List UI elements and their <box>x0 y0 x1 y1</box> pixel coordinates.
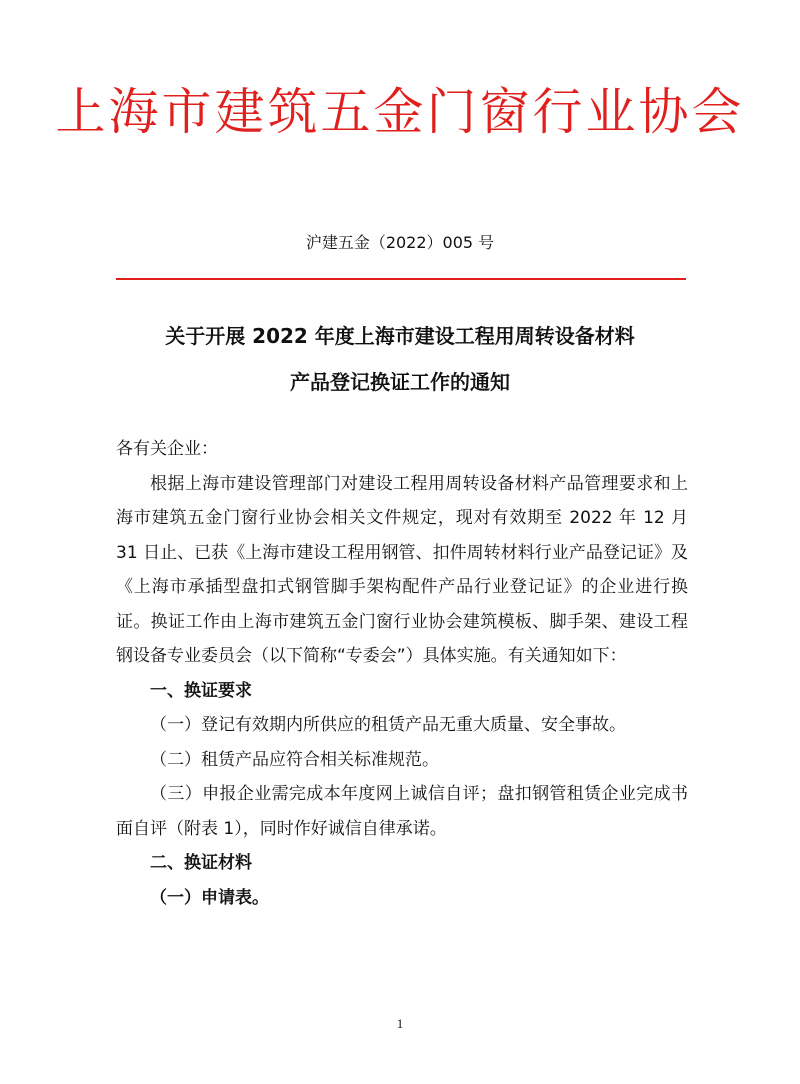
document-number: 沪建五金（2022）005 号 <box>305 233 495 252</box>
notice-body <box>116 432 688 915</box>
salutation: 各有关企业： <box>116 439 218 459</box>
intro-paragraph: 根据上海市建设管理部门对建设工程用周转设备材料产品管理要求和上海市建筑五金门窗行业协会相关文件规定，现对有效期至 2022 年 12 月 31 日止、已获《上海市建设工程用钢管、扣件周转材料行业产品登记证》及《上海市承插型盘扣式钢管脚手架构配件产品行业登记证》的企业进行换证。换证工作由上海市建筑五金门窗行业协会建筑模板、脚手架、建设工程钢设备专业委员会（以下简称“专委会”）具体实施。有关通知如下： <box>116 473 688 666</box>
requirement-item-3: （三）申报企业需完成本年度网上诚信自评；盘扣钢管租赁企业完成书面自评（附表 1），同时作好诚信自律承诺。 <box>116 784 688 839</box>
requirement-item-1: （一）登记有效期内所供应的租赁产品无重大质量、安全事故。 <box>150 715 626 735</box>
organization-name: 上海市建筑五金门窗行业协会 <box>55 83 745 141</box>
section-heading-requirements: 一、换证要求 <box>150 680 252 701</box>
notice-title-line-2: 产品登记换证工作的通知 <box>290 370 510 394</box>
requirement-item-2: （二）租赁产品应符合相关标准规范。 <box>150 749 439 770</box>
header-divider <box>116 278 686 280</box>
notice-title-line-1: 关于开展 2022 年度上海市建设工程用周转设备材料 <box>165 324 635 348</box>
section-heading-materials: 二、换证材料 <box>150 853 252 873</box>
page-number: 1 <box>396 1016 404 1031</box>
material-item-1: （一）申请表。 <box>150 887 269 908</box>
